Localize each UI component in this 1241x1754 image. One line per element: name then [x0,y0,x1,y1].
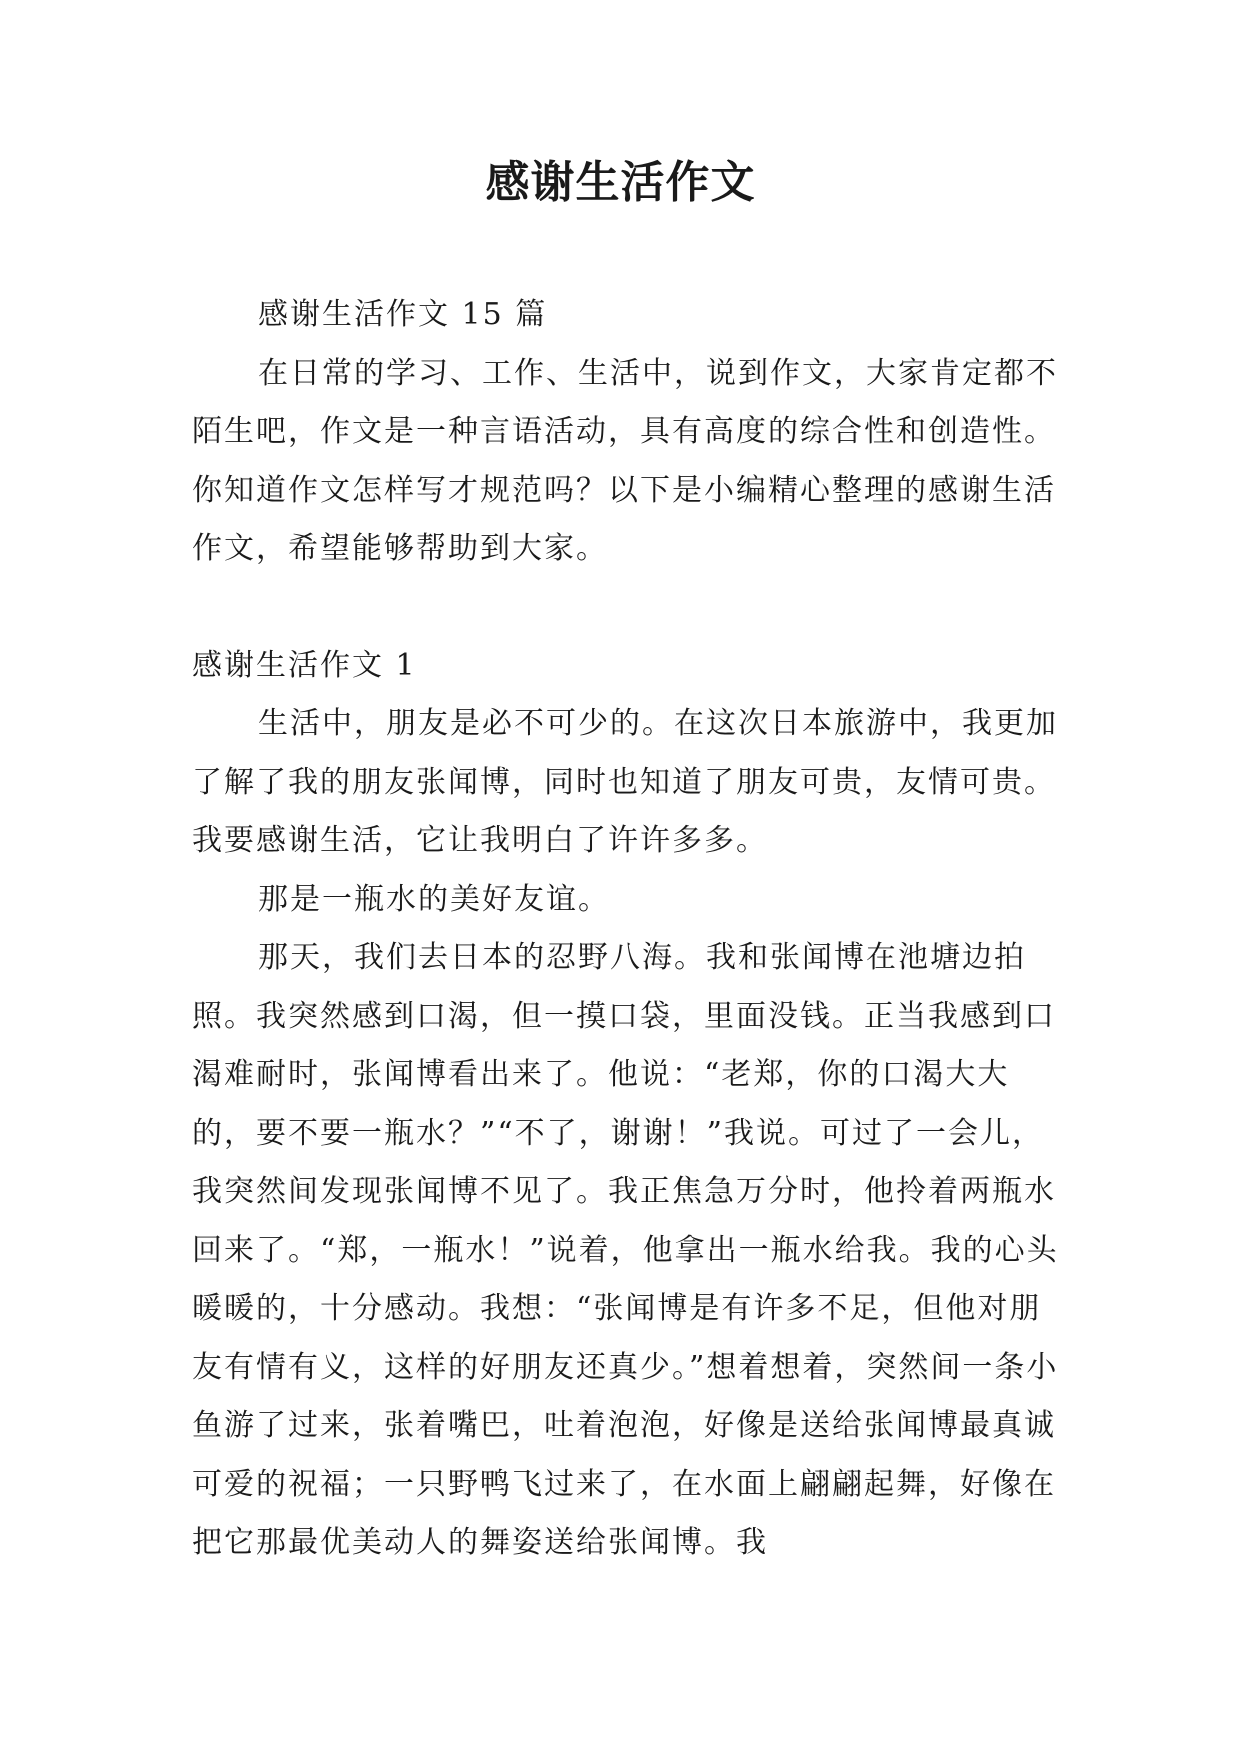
document-body [192,286,1072,1573]
paragraph: 生活中，朋友是必不可少的。在这次日本旅游中，我更加了解了我的朋友张闻博，同时也知道了朋友可贵，友情可贵。我要感谢生活，它让我明白了许许多多。 [192,706,1058,858]
paragraph: 那天，我们去日本的忍野八海。我和张闻博在池塘边拍照。我突然感到口渴，但一摸口袋，里面没钱。正当我感到口渴难耐时，张闻博看出来了。他说：“老郑，你的口渴大大的，要不要一瓶水？”“不了，谢谢！”我说。可过了一会儿，我突然间发现张闻博不见了。我正焦急万分时，他拎着两瓶水回来了。“郑，一瓶水！”说着，他拿出一瓶水给我。我的心头暖暖的，十分感动。我想：“张闻博是有许多不足，但他对朋友有情有义，这样的好朋友还真少。”想着想着，突然间一条小鱼游了过来，张着嘴巴，吐着泡泡，好像是送给张闻博最真诚可爱的祝福；一只野鸭飞过来了，在水面上翩翩起舞，好像在把它那最优美动人的舞姿送给张闻博。我 [192,940,1059,1560]
intro-paragraph: 在日常的学习、工作、生活中，说到作文，大家肯定都不陌生吧，作文是一种言语活动，具有高度的综合性和创造性。你知道作文怎样写才规范吗？以下是小编精心整理的感谢生活作文，希望能够帮助到大家。 [192,355,1058,566]
document-subtitle: 感谢生活作文 15 篇 [258,297,548,332]
section-heading: 感谢生活作文 1 [192,647,417,683]
document-title: 感谢生活作文 [485,157,756,208]
paragraph: 那是一瓶水的美好友谊。 [258,881,610,917]
